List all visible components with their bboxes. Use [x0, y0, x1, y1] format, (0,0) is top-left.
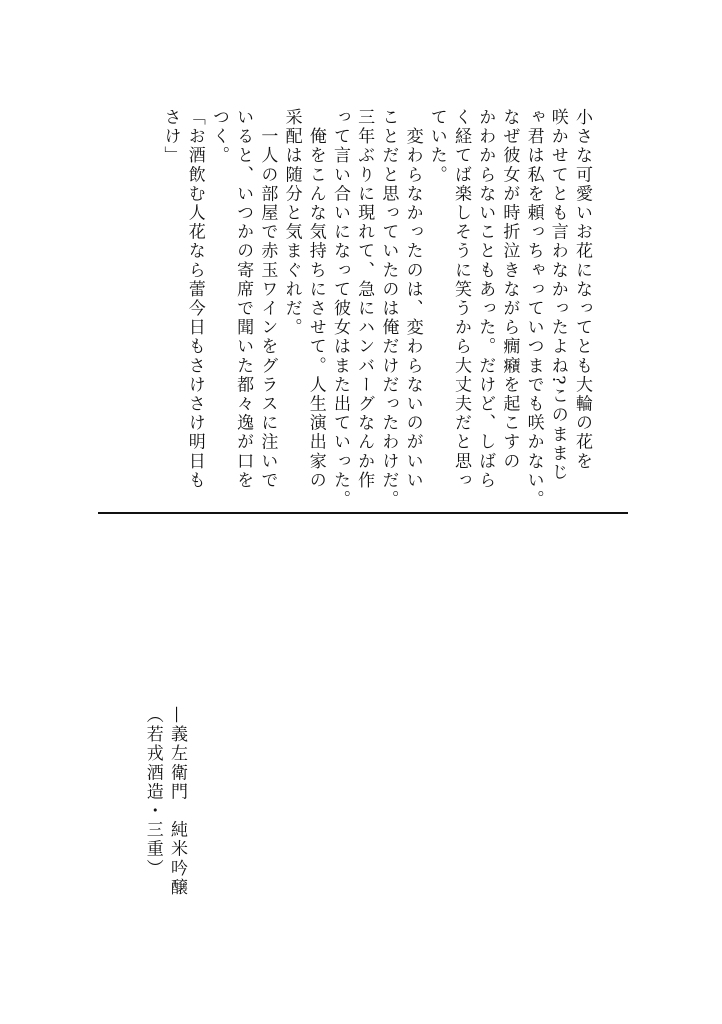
- sake-credit: [141, 706, 189, 926]
- text-column: さけ」: [160, 108, 181, 166]
- text-column: つく。: [208, 108, 229, 166]
- text-column: ゃ君は私を頼っちゃっていつまでも咲かない。: [523, 108, 544, 510]
- text-column: って言い合いになって彼女はまた出ていった。: [329, 108, 350, 510]
- brewery-name: （若戎酒造・三重）: [142, 706, 163, 878]
- text-column: かわからないこともあった。だけど、しばら: [475, 108, 496, 490]
- text-column: 俺をこんな気持ちにさせて。人生演出家の: [305, 108, 326, 490]
- text-column: ことだと思っていたのは俺だけだったわけだ。: [378, 108, 399, 510]
- story-text: [158, 108, 594, 508]
- text-column: 小さな可愛いお花になってとも大輪の花を: [572, 108, 592, 471]
- text-column: ていた。: [426, 108, 447, 185]
- text-column: く経てば楽しそうに笑うから大丈夫だと思っ: [450, 108, 471, 490]
- text-column: なぜ彼女が時折泣きながら癇癪を起こすの: [499, 108, 520, 471]
- text-column: 「お酒飲む人花なら蕾今日もさけさけ明日も: [184, 108, 205, 490]
- text-column: 三年ぶりに現れて、急にハンバーグなんか作: [354, 108, 375, 490]
- text-column: 変わらなかったのは、変わらないのがいい: [402, 108, 423, 490]
- horizontal-divider: [98, 512, 628, 514]
- text-column: 咲かせてとも言わなかったよね?このままじ: [547, 108, 568, 483]
- text-column: いると、いつかの寄席で聞いた都々逸が口を: [233, 108, 254, 490]
- text-column: 一人の部屋で赤玉ワインをグラスに注いで: [257, 108, 278, 490]
- sake-name: —義左衛門 純米吟醸: [167, 706, 187, 897]
- text-column: 采配は随分と気まぐれだ。: [281, 108, 302, 338]
